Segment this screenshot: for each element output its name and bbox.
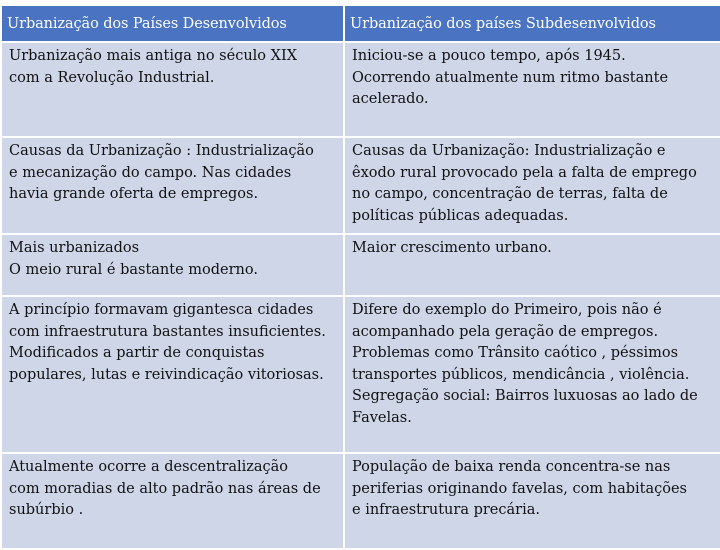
cell-line: Mais urbanizados: [9, 240, 140, 256]
comparison-table-container: [0, 4, 720, 536]
cell-line: subúrbio .: [9, 502, 84, 518]
cell-line: O meio rural é bastante moderno.: [9, 261, 258, 278]
cell-line: havia grande oferta de empregos.: [9, 186, 259, 202]
cell-line: populares, lutas e reivindicação vitoriosas.: [9, 366, 324, 383]
table-row: [1, 234, 720, 296]
cell-underdeveloped: [344, 137, 720, 234]
cell-line: Atualmente ocorre a descentralização: [9, 459, 289, 475]
cell-developed: [1, 234, 344, 296]
table-row: [1, 453, 720, 549]
cell-developed: [1, 296, 344, 453]
cell-line: políticas públicas adequadas.: [352, 207, 569, 224]
cell-line: Ocorrendo atualmente num ritmo bastante: [352, 69, 669, 86]
cell-line: com infraestrutura bastantes insuficientes.: [9, 323, 326, 340]
cell-line: Causas da Urbanização: Industrialização e: [352, 143, 666, 159]
cell-line: Problemas como Trânsito caótico , péssimos: [352, 345, 679, 361]
cell-line: e infraestrutura precária.: [352, 502, 540, 518]
cell-line: êxodo rural provocado pela a falta de emprego: [352, 164, 697, 181]
cell-underdeveloped: [344, 42, 720, 137]
cell-underdeveloped: [344, 296, 720, 453]
cell-developed: [1, 42, 344, 137]
cell-line: Segregação social: Bairros luxuosas ao lado de: [352, 388, 698, 404]
header-underdeveloped: Urbanização dos países Subdesenvolvidos: [344, 5, 720, 42]
cell-line: periferias originando favelas, com habitações: [352, 480, 687, 497]
cell-developed: [1, 137, 344, 234]
cell-line: Maior crescimento urbano.: [352, 240, 552, 256]
table-header-row: [1, 5, 720, 42]
cell-underdeveloped: [344, 234, 720, 296]
cell-line: Causas da Urbanização : Industrialização: [9, 143, 314, 159]
cell-line: Iniciou-se a pouco tempo, após 1945.: [352, 48, 626, 64]
cell-line: Modificados a partir de conquistas: [9, 345, 265, 361]
cell-line: Favelas.: [352, 409, 412, 426]
table-row: [1, 137, 720, 234]
cell-line: População de baixa renda concentra-se nas: [352, 459, 671, 475]
table-row: [1, 42, 720, 137]
cell-line: com a Revolução Industrial.: [9, 69, 215, 86]
cell-developed: [1, 453, 344, 549]
cell-line: e mecanização do campo. Nas cidades: [9, 164, 292, 181]
cell-line: Urbanização mais antiga no século XIX: [9, 48, 298, 64]
cell-underdeveloped: [344, 453, 720, 549]
cell-line: transportes públicos, mendicância , violência.: [352, 366, 690, 383]
table-row: [1, 296, 720, 453]
header-developed: Urbanização dos Países Desenvolvidos: [1, 5, 344, 42]
cell-line: A princípio formavam gigantesca cidades: [9, 302, 314, 318]
urbanization-comparison-table: [0, 4, 720, 550]
cell-line: com moradias de alto padrão nas áreas de: [9, 480, 321, 497]
cell-line: acompanhado pela geração de empregos.: [352, 323, 659, 340]
cell-line: acelerado.: [352, 91, 429, 107]
cell-line: no campo, concentração de terras, falta de: [352, 186, 668, 202]
cell-line: Difere do exemplo do Primeiro, pois não é: [352, 302, 662, 318]
